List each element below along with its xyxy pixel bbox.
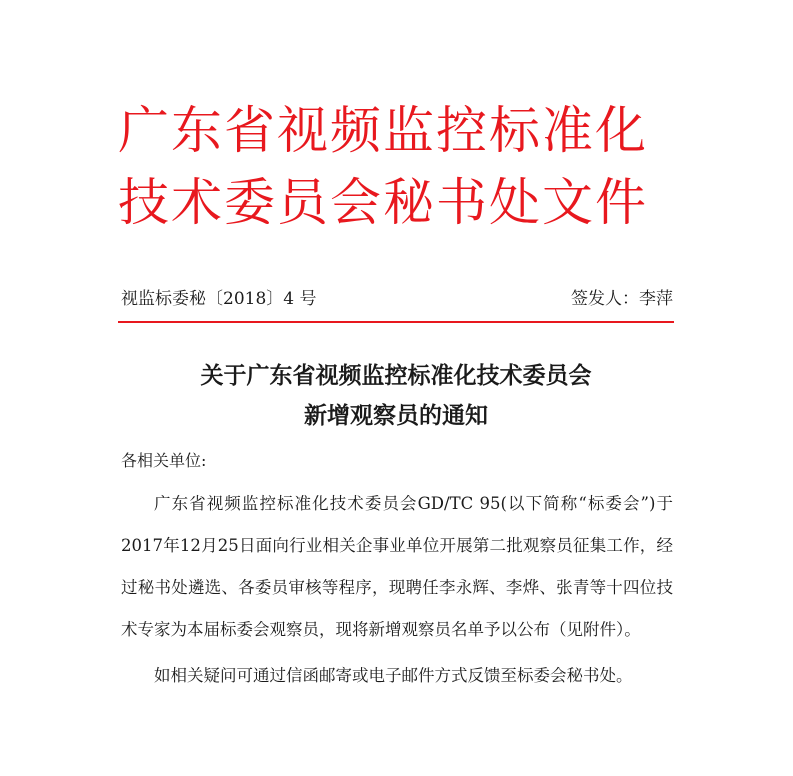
document-red-header <box>118 96 678 240</box>
document-meta-row <box>121 284 673 314</box>
notice-title <box>118 356 674 436</box>
notice-body <box>121 483 673 701</box>
header-line-1: 广东省视频监控标准化 <box>118 102 649 161</box>
notice-title-line-1: 关于广东省视频监控标准化技术委员会 <box>200 363 592 389</box>
signer: 签发人：李萍 <box>571 289 673 309</box>
document-number: 视监标委秘〔2018〕4 号 <box>121 289 317 309</box>
salutation: 各相关单位: <box>121 451 207 470</box>
notice-title-line-2: 新增观察员的通知 <box>304 403 488 429</box>
body-paragraph-2: 如相关疑问可通过信函邮寄或电子邮件方式反馈至标委会秘书处。 <box>154 666 633 685</box>
header-line-2: 技术委员会秘书处文件 <box>118 174 649 233</box>
red-divider-line <box>118 321 674 323</box>
body-paragraph-1: 广东省视频监控标准化技术委员会GD/TC 95(以下简称“标委会”)于 2017年12月25日面向行业相关企事业单位开展第二批观察员征集工作，经过秘书处遴选、各委员审核等程序，现聘任李永辉、李烨、张青等十四位技术专家为本届标委会观察员，现将新增观察员名单予以公布（见附件）。 <box>121 494 673 639</box>
